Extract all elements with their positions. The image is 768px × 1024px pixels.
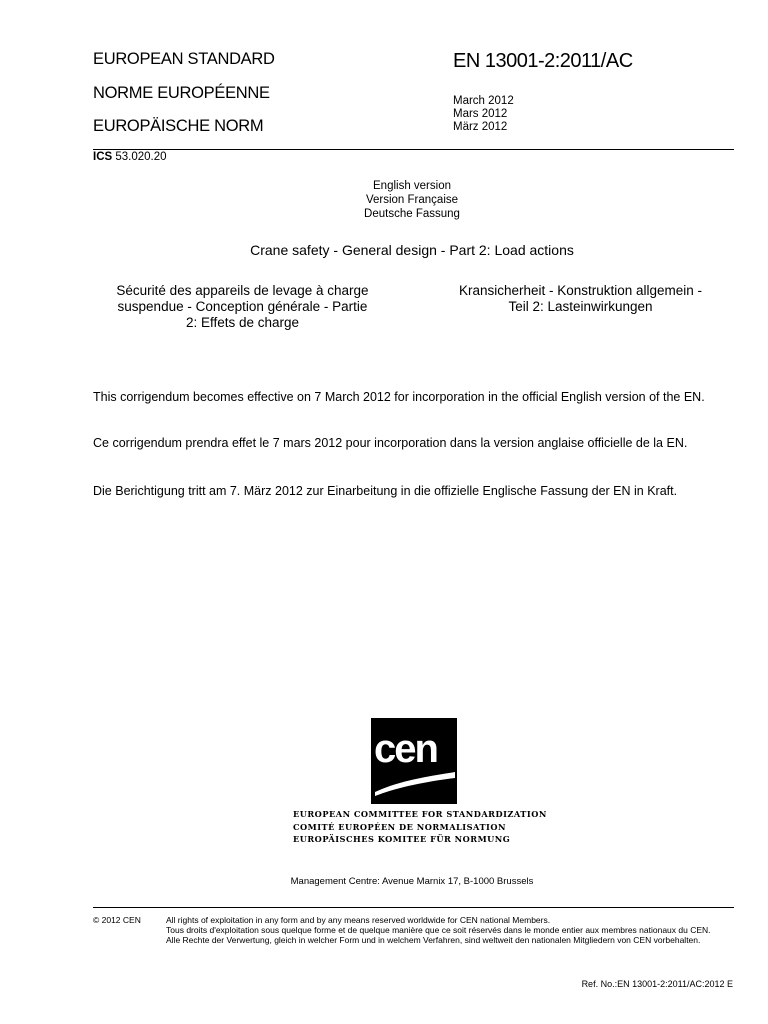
version-english: English version	[373, 180, 451, 192]
date-german: März 2012	[453, 121, 508, 133]
corrigendum-french: Ce corrigendum prendra effet le 7 mars 2012 pour incorporation dans la version anglaise officielle de la EN.	[93, 436, 688, 450]
ics-label: ICS	[93, 151, 113, 163]
cen-logo-text: cen	[374, 727, 437, 771]
header-divider	[93, 149, 734, 150]
document-title-english: Crane safety - General design - Part 2: Load actions	[250, 242, 574, 258]
reference-number: Ref. No.:EN 13001-2:2011/AC:2012 E	[581, 979, 733, 989]
version-german: Deutsche Fassung	[364, 208, 460, 220]
committee-english: EUROPEAN COMMITTEE FOR STANDARDIZATION	[293, 809, 547, 819]
title-english: EUROPEAN STANDARD	[93, 50, 275, 68]
language-versions	[28, 179, 768, 221]
rights-french: Tous droits d'exploitation sous quelque forme et de quelque manière que ce soit réservés dans le monde entier aux membres nationaux du CEN.	[166, 925, 711, 935]
rights-german: Alle Rechte der Verwertung, gleich in welcher Form und in welchem Verfahren, sind weltweit den nationalen Mitgliedern von CEN vorbehalten.	[166, 935, 701, 945]
rights-statements	[166, 915, 716, 945]
cen-committee-names	[293, 808, 547, 846]
management-centre: Management Centre: Avenue Marnix 17, B-1000 Brussels	[290, 876, 534, 887]
footer-divider	[93, 907, 734, 908]
corrigendum-german: Die Berichtigung tritt am 7. März 2012 zur Einarbeitung in die offizielle Englische Fassung der EN in Kraft.	[93, 484, 678, 498]
ics-code	[93, 151, 167, 163]
date-english: March 2012	[453, 95, 514, 107]
date-french: Mars 2012	[453, 108, 508, 120]
document-title-german	[428, 283, 733, 315]
title-german-line: Kransicherheit - Konstruktion allgemein -	[458, 283, 703, 298]
title-german: EUROPÄISCHE NORM	[93, 117, 264, 135]
title-french-line: Sécurité des appareils de levage à charge	[116, 283, 369, 298]
title-french-line: suspendue - Conception générale - Partie	[117, 299, 368, 314]
corrigendum-english: This corrigendum becomes effective on 7 March 2012 for incorporation in the official English version of the EN.	[93, 390, 705, 404]
ics-value: 53.020.20	[115, 151, 167, 163]
committee-german: EUROPÄISCHES KOMITEE FÜR NORMUNG	[293, 834, 511, 844]
title-french-line: 2: Effets de charge	[185, 315, 300, 330]
title-german-line: Teil 2: Lasteinwirkungen	[508, 299, 653, 314]
standard-number: EN 13001-2:2011/AC	[453, 50, 633, 72]
cen-logo	[371, 718, 457, 804]
document-title-french	[90, 283, 395, 331]
version-french: Version Française	[365, 194, 459, 206]
title-french: NORME EUROPÉENNE	[93, 84, 270, 102]
committee-french: COMITÉ EUROPÉEN DE NORMALISATION	[293, 821, 506, 832]
date-block	[453, 95, 514, 134]
copyright: © 2012 CEN	[93, 915, 141, 925]
rights-english: All rights of exploitation in any form and by any means reserved worldwide for CEN national Members.	[166, 915, 551, 925]
